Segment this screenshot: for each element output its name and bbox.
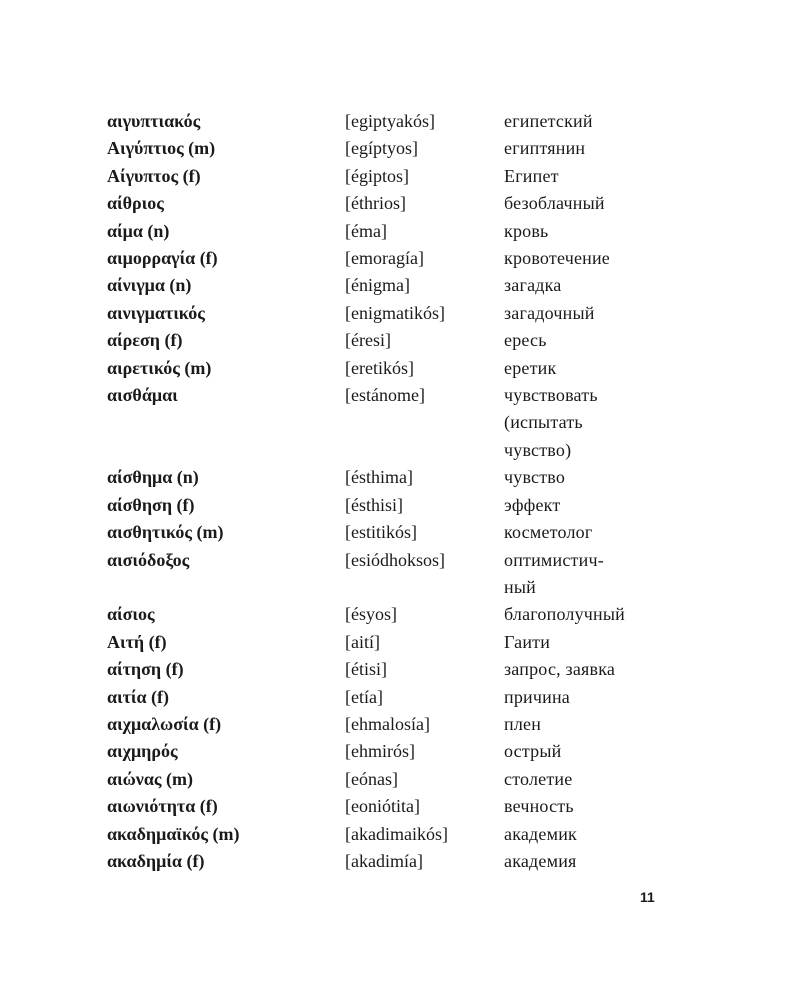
transliteration: [eretikós] bbox=[345, 357, 414, 378]
greek-word: αιχμαλωσία (f) bbox=[107, 713, 222, 734]
greek-word: αιτία (f) bbox=[107, 686, 170, 707]
greek-word: αίσθηση (f) bbox=[107, 494, 195, 515]
russian-translation: косметолог bbox=[504, 522, 593, 543]
dictionary-entry bbox=[107, 684, 667, 711]
russian-translation: загадка bbox=[504, 275, 562, 296]
greek-word: αιχμηρός bbox=[107, 741, 178, 762]
dictionary-entry bbox=[107, 382, 667, 464]
transliteration: [ésyos] bbox=[345, 604, 397, 625]
greek-word: αιρετικός (m) bbox=[107, 357, 212, 378]
dictionary-entry bbox=[107, 245, 667, 272]
greek-word: αίθριος bbox=[107, 193, 164, 214]
greek-word: αίνιγμα (n) bbox=[107, 275, 192, 296]
russian-translation: Египет bbox=[504, 165, 559, 186]
dictionary-entry bbox=[107, 108, 667, 135]
entry-list bbox=[107, 108, 667, 875]
greek-word: αισθητικός (m) bbox=[107, 522, 224, 543]
transliteration: [etía] bbox=[345, 686, 383, 707]
transliteration: [égiptos] bbox=[345, 165, 409, 186]
dictionary-entry bbox=[107, 464, 667, 491]
transliteration: [aití] bbox=[345, 631, 380, 652]
russian-translation: египетский bbox=[504, 111, 593, 131]
dictionary-entry bbox=[107, 327, 667, 354]
greek-word: Αιτή (f) bbox=[107, 631, 167, 652]
greek-word: αινιγματικός bbox=[107, 302, 205, 323]
transliteration: [ehmalosía] bbox=[345, 713, 430, 734]
dictionary-entry bbox=[107, 272, 667, 299]
greek-word: αισιόδοξος bbox=[107, 549, 190, 570]
russian-translation: вечность bbox=[504, 796, 574, 817]
dictionary-entry bbox=[107, 218, 667, 245]
dictionary-entry bbox=[107, 300, 667, 327]
transliteration: [emoragía] bbox=[345, 248, 424, 269]
greek-word: ακαδημία (f) bbox=[107, 850, 205, 871]
dictionary-entry bbox=[107, 163, 667, 190]
greek-word: αίτηση (f) bbox=[107, 659, 184, 680]
greek-word: αισθάμαι bbox=[107, 385, 178, 406]
greek-word: αιωνιότητα (f) bbox=[107, 796, 218, 817]
russian-translation: острый bbox=[504, 741, 562, 762]
page-number: 11 bbox=[640, 889, 655, 905]
russian-translation: академия bbox=[504, 850, 577, 871]
transliteration: [étisi] bbox=[345, 659, 387, 680]
transliteration: [eoniótita] bbox=[345, 796, 420, 817]
russian-translation: столетие bbox=[504, 768, 573, 789]
greek-word: αίσθημα (n) bbox=[107, 467, 199, 488]
greek-word: Αίγυπτος (f) bbox=[107, 165, 201, 186]
russian-translation: еретик bbox=[504, 357, 557, 378]
transliteration: [egiptyakós] bbox=[345, 111, 435, 131]
transliteration: [enigmatikós] bbox=[345, 302, 445, 323]
dictionary-entry bbox=[107, 738, 667, 765]
dictionary-entry bbox=[107, 190, 667, 217]
transliteration: [éthrios] bbox=[345, 193, 406, 214]
russian-translation: загадочный bbox=[504, 302, 595, 323]
greek-word: ακαδημαϊκός (m) bbox=[107, 823, 240, 844]
transliteration: [énigma] bbox=[345, 275, 410, 296]
russian-translation: кровь bbox=[504, 220, 549, 241]
dictionary-entry bbox=[107, 601, 667, 628]
transliteration: [ésthisi] bbox=[345, 494, 403, 515]
transliteration: [ésthima] bbox=[345, 467, 413, 488]
russian-translation: эффект bbox=[504, 494, 561, 515]
russian-translation: чувствовать (испытать чувство) bbox=[504, 385, 598, 460]
transliteration: [ehmirós] bbox=[345, 741, 415, 762]
dictionary-entry bbox=[107, 492, 667, 519]
dictionary-entry bbox=[107, 793, 667, 820]
russian-translation: плен bbox=[504, 713, 542, 734]
transliteration: [eónas] bbox=[345, 768, 398, 789]
russian-translation: академик bbox=[504, 823, 577, 844]
russian-translation: оптимистич- ный bbox=[504, 549, 604, 597]
greek-word: αίρεση (f) bbox=[107, 330, 183, 351]
dictionary-entry bbox=[107, 355, 667, 382]
transliteration: [éresi] bbox=[345, 330, 391, 351]
dictionary-entry bbox=[107, 519, 667, 546]
greek-word: αιγυπτιακός bbox=[107, 111, 201, 131]
russian-translation: ересь bbox=[504, 330, 547, 351]
dictionary-entry bbox=[107, 848, 667, 875]
russian-translation: благополучный bbox=[504, 604, 626, 625]
dictionary-entry bbox=[107, 656, 667, 683]
greek-word: αίμα (n) bbox=[107, 220, 170, 241]
transliteration: [akadimía] bbox=[345, 850, 423, 871]
russian-translation: чувство bbox=[504, 467, 566, 488]
transliteration: [akadimaikós] bbox=[345, 823, 448, 844]
russian-translation: египтянин bbox=[504, 138, 586, 159]
greek-word: αιώνας (m) bbox=[107, 768, 193, 789]
greek-word: αιμορραγία (f) bbox=[107, 248, 218, 269]
transliteration: [esiódhoksos] bbox=[345, 549, 445, 570]
greek-word: Αιγύπτιος (m) bbox=[107, 138, 216, 159]
dictionary-entry bbox=[107, 547, 667, 602]
russian-translation: причина bbox=[504, 686, 570, 707]
dictionary-entry bbox=[107, 135, 667, 162]
russian-translation: кровотечение bbox=[504, 248, 610, 269]
russian-translation: Гаити bbox=[504, 631, 551, 652]
transliteration: [éma] bbox=[345, 220, 387, 241]
transliteration: [estitikós] bbox=[345, 522, 417, 543]
dictionary-entry bbox=[107, 821, 667, 848]
dictionary-entry bbox=[107, 766, 667, 793]
dictionary-entry bbox=[107, 629, 667, 656]
transliteration: [egíptyos] bbox=[345, 138, 418, 159]
dictionary-entry bbox=[107, 711, 667, 738]
russian-translation: запрос, заявка bbox=[504, 659, 616, 680]
greek-word: αίσιος bbox=[107, 604, 155, 625]
transliteration: [estánome] bbox=[345, 385, 425, 406]
russian-translation: безоблачный bbox=[504, 193, 605, 214]
